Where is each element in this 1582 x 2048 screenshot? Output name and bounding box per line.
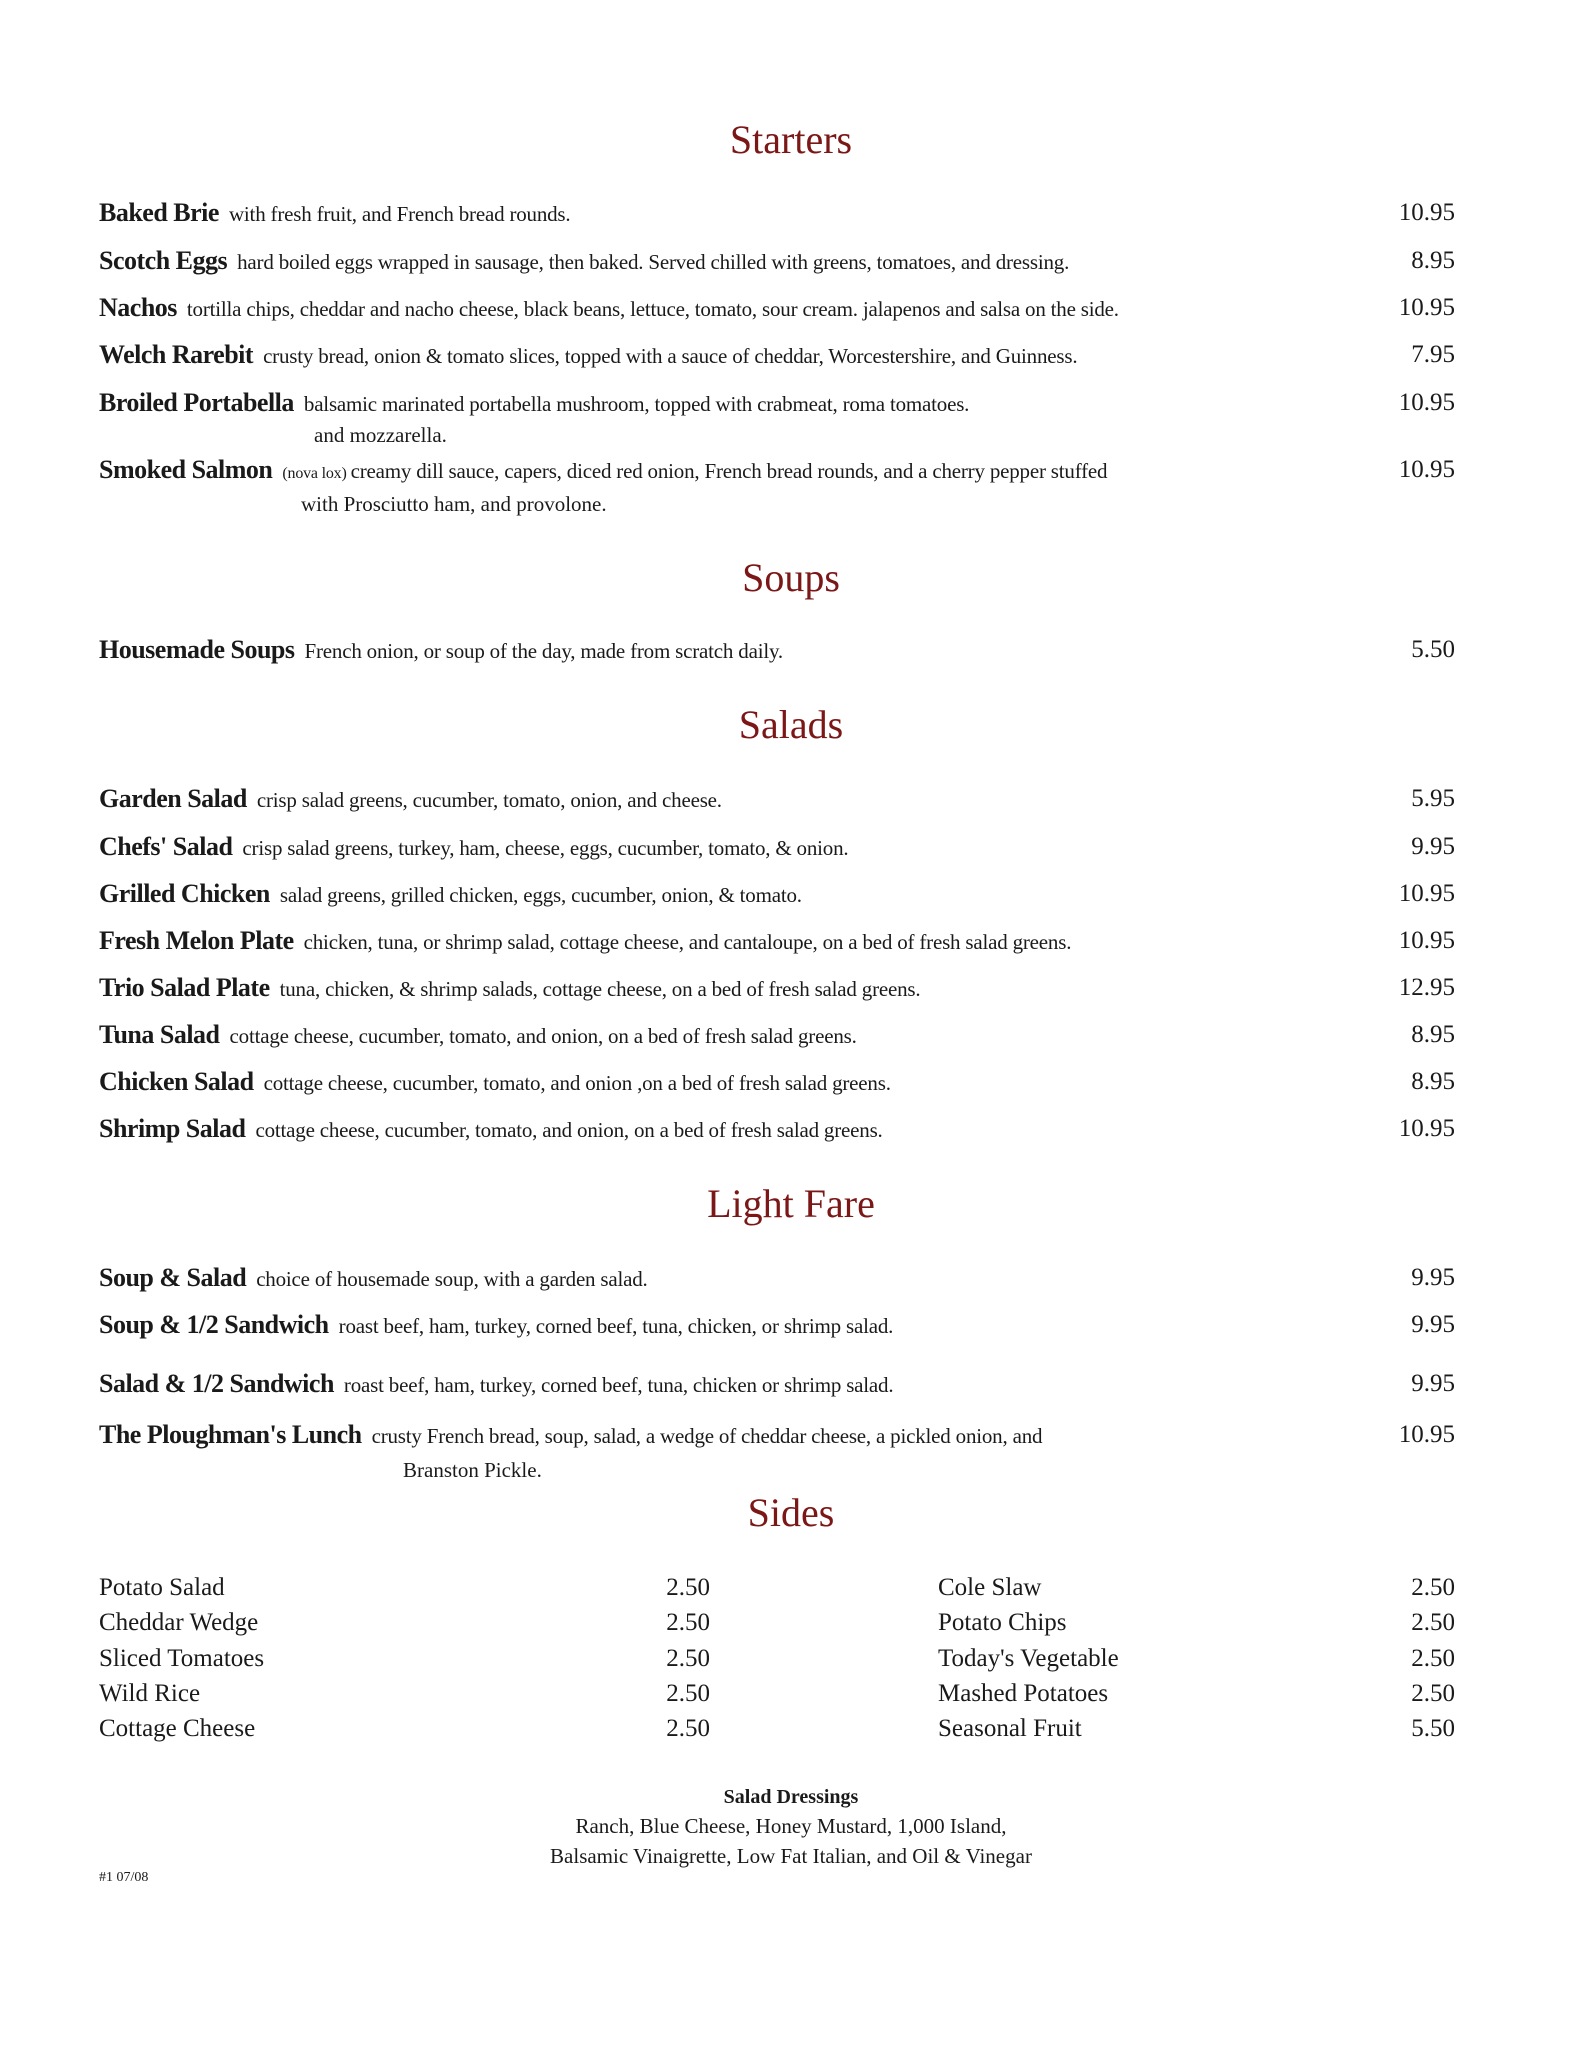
side-item — [99, 1571, 710, 1605]
item-name: Fresh Melon Plate — [99, 926, 294, 955]
item-price: 8.95 — [1411, 1021, 1455, 1048]
item-description-continued: with Prosciutto ham, and provolone. — [301, 492, 607, 516]
item-name: Baked Brie — [99, 198, 219, 227]
side-name: Cole Slaw — [938, 1574, 1042, 1601]
section-heading-light_fare: Light Fare — [707, 1181, 875, 1226]
menu-item — [99, 453, 1455, 487]
item-description: chicken, tuna, or shrimp salad, cottage cheese, and cantaloupe, on a bed of fresh salad greens. — [303, 930, 1072, 954]
section-heading-soups: Soups — [742, 555, 840, 600]
item-price: 10.95 — [1398, 1115, 1455, 1142]
item-name: Garden Salad — [99, 784, 247, 813]
section-heading-salads: Salads — [738, 702, 844, 747]
side-price: 2.50 — [1411, 1609, 1455, 1636]
item-name: Welch Rarebit — [99, 340, 254, 369]
footer-code: #1 07/08 — [99, 1870, 149, 1885]
section-heading-starters: Starters — [729, 117, 853, 162]
side-price: 2.50 — [1411, 1574, 1455, 1601]
menu-item — [99, 924, 1455, 958]
side-item — [99, 1712, 710, 1746]
item-name: Smoked Salmon — [99, 455, 273, 484]
item-description-continued: Branston Pickle. — [403, 1458, 542, 1482]
menu-item — [99, 196, 1455, 230]
item-description: salad greens, grilled chicken, eggs, cucumber, onion, & tomato. — [279, 883, 802, 907]
dressings-line-2: Balsamic Vinaigrette, Low Fat Italian, and Oil & Vinegar — [550, 1844, 1032, 1868]
side-item — [938, 1712, 1455, 1746]
item-name: Chicken Salad — [99, 1067, 254, 1096]
side-name: Potato Chips — [938, 1609, 1067, 1636]
item-price: 5.50 — [1411, 636, 1455, 663]
item-price: 12.95 — [1398, 974, 1455, 1001]
item-name: Tuna Salad — [99, 1020, 220, 1049]
item-name: Chefs' Salad — [99, 832, 233, 861]
item-description: with fresh fruit, and French bread rounds. — [228, 202, 571, 226]
item-name: Trio Salad Plate — [99, 973, 270, 1002]
menu-item — [99, 971, 1455, 1005]
item-note: (nova lox) — [282, 465, 347, 482]
item-description-continued: and mozzarella. — [314, 423, 447, 447]
side-item — [938, 1677, 1455, 1711]
side-price: 2.50 — [666, 1609, 710, 1636]
item-price: 10.95 — [1398, 456, 1455, 483]
item-name: Housemade Soups — [99, 635, 295, 664]
item-name: Nachos — [99, 293, 177, 322]
section-heading-sides: Sides — [747, 1490, 835, 1535]
side-price: 2.50 — [666, 1645, 710, 1672]
item-price: 9.95 — [1411, 1264, 1455, 1291]
item-description: crusty French bread, soup, salad, a wedge of cheddar cheese, a pickled onion, and — [371, 1424, 1043, 1448]
item-price: 10.95 — [1398, 294, 1455, 321]
item-description: cottage cheese, cucumber, tomato, and onion, on a bed of fresh salad greens. — [255, 1118, 883, 1142]
side-price: 2.50 — [666, 1680, 710, 1707]
item-description: crisp salad greens, turkey, ham, cheese, eggs, cucumber, tomato, & onion. — [242, 836, 849, 860]
item-description: French onion, or soup of the day, made from scratch daily. — [304, 639, 783, 663]
dressings-title: Salad Dressings — [723, 1786, 859, 1808]
side-price: 2.50 — [1411, 1680, 1455, 1707]
item-description: crusty bread, onion & tomato slices, topped with a sauce of cheddar, Worcestershire, and Guinness. — [263, 344, 1078, 368]
menu-item — [99, 1308, 1455, 1342]
item-price: 10.95 — [1398, 880, 1455, 907]
menu-item — [99, 1065, 1455, 1099]
item-description: tortilla chips, cheddar and nacho cheese, black beans, lettuce, tomato, sour cream. jalapenos and salsa on the side. — [186, 297, 1119, 321]
item-name: Broiled Portabella — [99, 388, 294, 417]
menu-item — [99, 633, 1455, 667]
item-description: roast beef, ham, turkey, corned beef, tuna, chicken or shrimp salad. — [343, 1373, 894, 1397]
item-price: 9.95 — [1411, 833, 1455, 860]
item-description: cottage cheese, cucumber, tomato, and onion ,on a bed of fresh salad greens. — [263, 1071, 891, 1095]
side-item — [99, 1606, 710, 1640]
side-item — [99, 1677, 710, 1711]
side-name: Today's Vegetable — [938, 1645, 1119, 1672]
item-price: 9.95 — [1411, 1311, 1455, 1338]
side-price: 5.50 — [1411, 1715, 1455, 1742]
side-item — [938, 1606, 1455, 1640]
side-item — [99, 1642, 710, 1676]
item-description: balsamic marinated portabella mushroom, topped with crabmeat, roma tomatoes. — [303, 392, 970, 416]
side-name: Seasonal Fruit — [938, 1715, 1082, 1742]
item-name: Shrimp Salad — [99, 1114, 246, 1143]
item-name: Scotch Eggs — [99, 246, 228, 275]
item-price: 10.95 — [1398, 199, 1455, 226]
item-name: The Ploughman's Lunch — [99, 1420, 362, 1449]
menu-item — [99, 244, 1455, 278]
item-description: hard boiled eggs wrapped in sausage, then baked. Served chilled with greens, tomatoes, and dressing. — [237, 250, 1070, 274]
side-price: 2.50 — [666, 1574, 710, 1601]
menu-item — [99, 782, 1455, 816]
side-name: Cheddar Wedge — [99, 1609, 259, 1636]
item-price: 5.95 — [1411, 785, 1455, 812]
menu-item — [99, 1112, 1455, 1146]
item-price: 10.95 — [1398, 927, 1455, 954]
item-name: Salad & 1/2 Sandwich — [99, 1369, 334, 1398]
menu-item — [99, 877, 1455, 911]
side-name: Sliced Tomatoes — [99, 1645, 265, 1672]
item-price: 9.95 — [1411, 1370, 1455, 1397]
menu-item — [99, 338, 1455, 372]
menu-item — [99, 1018, 1455, 1052]
side-price: 2.50 — [1411, 1645, 1455, 1672]
item-description: cottage cheese, cucumber, tomato, and onion, on a bed of fresh salad greens. — [229, 1024, 857, 1048]
side-item — [938, 1642, 1455, 1676]
side-name: Potato Salad — [99, 1574, 225, 1601]
item-description: choice of housemade soup, with a garden salad. — [256, 1267, 648, 1291]
item-description: creamy dill sauce, capers, diced red onion, French bread rounds, and a cherry pepper stuffed — [350, 459, 1108, 483]
item-price: 10.95 — [1398, 1421, 1455, 1448]
menu-item — [99, 1367, 1455, 1401]
item-description: crisp salad greens, cucumber, tomato, onion, and cheese. — [256, 788, 722, 812]
item-price: 8.95 — [1411, 1068, 1455, 1095]
dressings-line-1: Ranch, Blue Cheese, Honey Mustard, 1,000 Island, — [575, 1814, 1007, 1838]
item-name: Soup & Salad — [99, 1263, 247, 1292]
item-price: 7.95 — [1411, 341, 1455, 368]
side-name: Cottage Cheese — [99, 1715, 256, 1742]
side-item — [938, 1571, 1455, 1605]
item-description: roast beef, ham, turkey, corned beef, tuna, chicken, or shrimp salad. — [338, 1314, 894, 1338]
menu-item — [99, 830, 1455, 864]
item-name: Grilled Chicken — [99, 879, 270, 908]
item-description: tuna, chicken, & shrimp salads, cottage cheese, on a bed of fresh salad greens. — [279, 977, 921, 1001]
item-name: Soup & 1/2 Sandwich — [99, 1310, 329, 1339]
menu-item — [99, 386, 1455, 420]
item-price: 10.95 — [1398, 389, 1455, 416]
side-name: Wild Rice — [99, 1680, 201, 1707]
item-price: 8.95 — [1411, 247, 1455, 274]
menu-item — [99, 1261, 1455, 1295]
menu-item — [99, 291, 1455, 325]
side-price: 2.50 — [666, 1715, 710, 1742]
side-name: Mashed Potatoes — [938, 1680, 1109, 1707]
menu-item — [99, 1418, 1455, 1452]
